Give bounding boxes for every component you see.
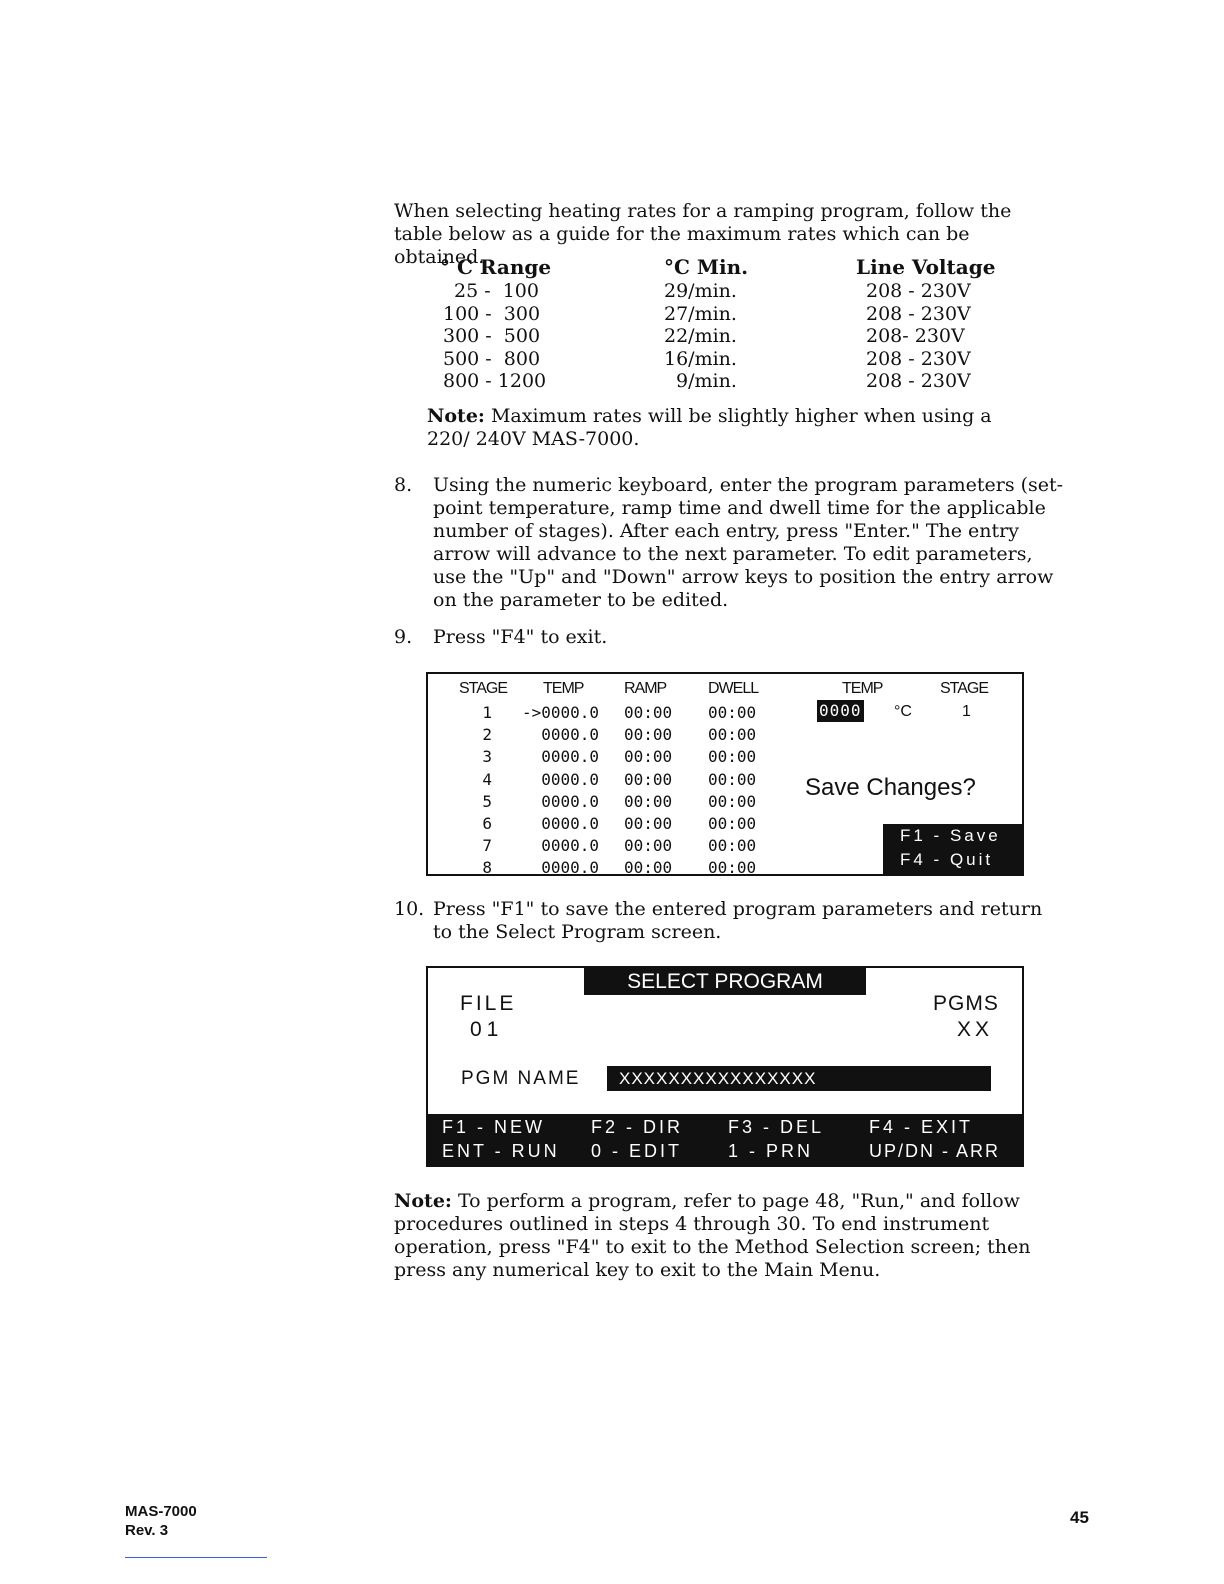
stage-dwell[interactable]: 00:00 xyxy=(708,725,757,745)
stage-temp[interactable]: 0000.0 xyxy=(541,836,599,856)
f1-save-key[interactable]: F1 - Save xyxy=(900,826,1001,845)
pgms-value: XX xyxy=(957,1018,994,1041)
step-9-text: Press "F4" to exit. xyxy=(433,626,608,648)
stage-ramp[interactable]: 00:00 xyxy=(624,769,673,789)
file-label: FILE xyxy=(460,992,517,1015)
note-run-program xyxy=(394,1190,1044,1282)
stage-ramp[interactable]: 00:00 xyxy=(624,747,673,767)
screen-title: SELECT PROGRAM xyxy=(584,968,866,995)
temp-unit: °C xyxy=(894,703,912,720)
pgm-name-label: PGM NAME xyxy=(461,1068,581,1089)
stage-value: 1 xyxy=(962,703,971,720)
step-number: 10. xyxy=(394,898,425,920)
stage-temp[interactable]: 0000.0 xyxy=(541,769,599,789)
stage-temp[interactable]: 0000.0 xyxy=(541,814,599,833)
status-temp-label: TEMP xyxy=(842,680,883,697)
stage-temp[interactable]: 0000.0 xyxy=(541,725,599,745)
stage-dwell[interactable]: 00:00 xyxy=(708,858,757,878)
key-dir[interactable]: F2 - DIR xyxy=(591,1117,684,1137)
note-label: Note: xyxy=(394,1190,452,1212)
rate-range: 500 - 800 xyxy=(443,348,541,370)
stage-dwell[interactable]: 00:00 xyxy=(708,836,757,856)
stage-row xyxy=(428,813,788,835)
rate-range: 800 - 1200 xyxy=(443,370,547,392)
rate-range: 25 - 100 xyxy=(454,280,539,302)
status-stage-label: STAGE xyxy=(940,680,989,697)
pgms-label: PGMS xyxy=(933,992,999,1015)
stage-row xyxy=(428,746,788,768)
stage-number[interactable]: 3 xyxy=(482,747,492,767)
stage-dwell[interactable]: 00:00 xyxy=(708,769,757,789)
step-number: 8. xyxy=(394,474,413,496)
note-max-rates xyxy=(427,405,1037,451)
stage-dwell[interactable]: 00:00 xyxy=(708,747,757,767)
stage-ramp[interactable]: 00:00 xyxy=(624,836,673,856)
step-10-text: Press "F1" to save the entered program parameters and return to the Select Program screen. xyxy=(433,898,1043,943)
function-key-panel xyxy=(883,824,1022,874)
header-ramp: RAMP xyxy=(624,680,667,697)
key-print[interactable]: 1 - PRN xyxy=(728,1141,814,1161)
rate-min: 16/min. xyxy=(664,348,737,370)
stage-temp[interactable]: ->0000.0 xyxy=(521,703,599,722)
key-del[interactable]: F3 - DEL xyxy=(728,1117,825,1137)
rate-voltage: 208 - 230V xyxy=(866,348,971,370)
stage-temp[interactable]: 0000.0 xyxy=(541,747,599,767)
rate-min: 29/min. xyxy=(664,280,737,302)
stage-row xyxy=(428,791,788,813)
stage-temp[interactable]: 0000.0 xyxy=(541,791,599,811)
f4-quit-key[interactable]: F4 - Quit xyxy=(900,850,994,869)
stage-temp[interactable]: 0000.0 xyxy=(541,858,599,878)
stage-dwell[interactable]: 00:00 xyxy=(708,791,757,811)
stage-row xyxy=(428,769,788,791)
stage-number[interactable]: 1 xyxy=(482,703,492,722)
file-value: 01 xyxy=(470,1018,504,1041)
rate-voltage: 208 - 230V xyxy=(866,370,971,392)
note-text: Maximum rates will be slightly higher when using a 220/ 240V MAS-7000. xyxy=(427,405,992,450)
step-8-text: Using the numeric keyboard, enter the program parameters (set-point temperature, ramp time and dwell time for the applicable number of stages). After each entry, press "Enter." The entry arrow will advance to the next parameter. To edit parameters, use the "Up" and "Down" arrow keys to position the entry arrow on the parameter to be edited. xyxy=(433,474,1064,611)
key-new[interactable]: F1 - NEW xyxy=(442,1117,545,1137)
rate-min: 9/min. xyxy=(676,370,737,392)
rate-header-voltage: Line Voltage xyxy=(856,255,996,279)
rate-range: 100 - 300 xyxy=(443,303,541,325)
rate-min: 27/min. xyxy=(664,303,737,325)
select-program-screen xyxy=(426,966,1024,1167)
rate-min: 22/min. xyxy=(664,325,737,347)
note-text: To perform a program, refer to page 48, "Run," and follow procedures outlined in steps 4 through 30. To end instrument operation, press "F4" to exit to the Method Selection screen; then press any numerical key to exit to the Main Menu. xyxy=(394,1190,1031,1281)
key-arrow[interactable]: UP/DN - ARR xyxy=(869,1141,1001,1161)
rate-voltage: 208- 230V xyxy=(866,325,965,347)
stage-ramp[interactable]: 00:00 xyxy=(624,791,673,811)
stage-row xyxy=(428,857,788,879)
stage-number[interactable]: 7 xyxy=(482,836,492,856)
rate-header-range: ° C Range xyxy=(440,255,552,279)
header-dwell: DWELL xyxy=(708,680,759,697)
stage-row xyxy=(428,702,788,724)
temp-value-display: 0000 xyxy=(819,701,862,720)
rate-range: 300 - 500 xyxy=(443,325,541,347)
function-key-bar xyxy=(428,1114,1022,1165)
footer-model: MAS-7000 xyxy=(125,1503,197,1520)
stage-row xyxy=(428,835,788,857)
key-edit[interactable]: 0 - EDIT xyxy=(591,1141,683,1161)
save-changes-prompt: Save Changes? xyxy=(805,774,976,801)
stage-ramp[interactable]: 00:00 xyxy=(624,703,673,722)
rate-voltage: 208 - 230V xyxy=(866,303,971,325)
stage-ramp[interactable]: 00:00 xyxy=(624,814,673,833)
stage-number[interactable]: 8 xyxy=(482,858,492,878)
stage-number[interactable]: 6 xyxy=(482,814,492,833)
stage-dwell[interactable]: 00:00 xyxy=(708,814,757,833)
rate-header-min: °C Min. xyxy=(664,255,749,279)
page-number: 45 xyxy=(1070,1508,1089,1527)
stage-ramp[interactable]: 00:00 xyxy=(624,858,673,878)
stage-ramp[interactable]: 00:00 xyxy=(624,725,673,745)
pgm-name-field[interactable]: XXXXXXXXXXXXXXXX xyxy=(607,1066,991,1091)
step-number: 9. xyxy=(394,626,413,648)
stage-number[interactable]: 5 xyxy=(482,791,492,811)
footer-rule xyxy=(125,1557,267,1558)
intro-paragraph: When selecting heating rates for a ramping program, follow the table below as a guide for the maximum rates which can be obtained. xyxy=(394,200,1012,268)
footer-revision: Rev. 3 xyxy=(125,1522,169,1539)
stage-dwell[interactable]: 00:00 xyxy=(708,703,757,722)
header-stage: STAGE xyxy=(459,680,508,697)
header-temp: TEMP xyxy=(543,680,584,697)
stage-row xyxy=(428,724,788,746)
note-label: Note: xyxy=(427,405,485,427)
stage-number[interactable]: 2 xyxy=(482,725,492,745)
stage-parameter-screen xyxy=(426,672,1024,876)
key-exit[interactable]: F4 - EXIT xyxy=(869,1117,974,1137)
rate-voltage: 208 - 230V xyxy=(866,280,971,302)
stage-number[interactable]: 4 xyxy=(482,769,492,789)
key-run[interactable]: ENT - RUN xyxy=(442,1141,560,1161)
